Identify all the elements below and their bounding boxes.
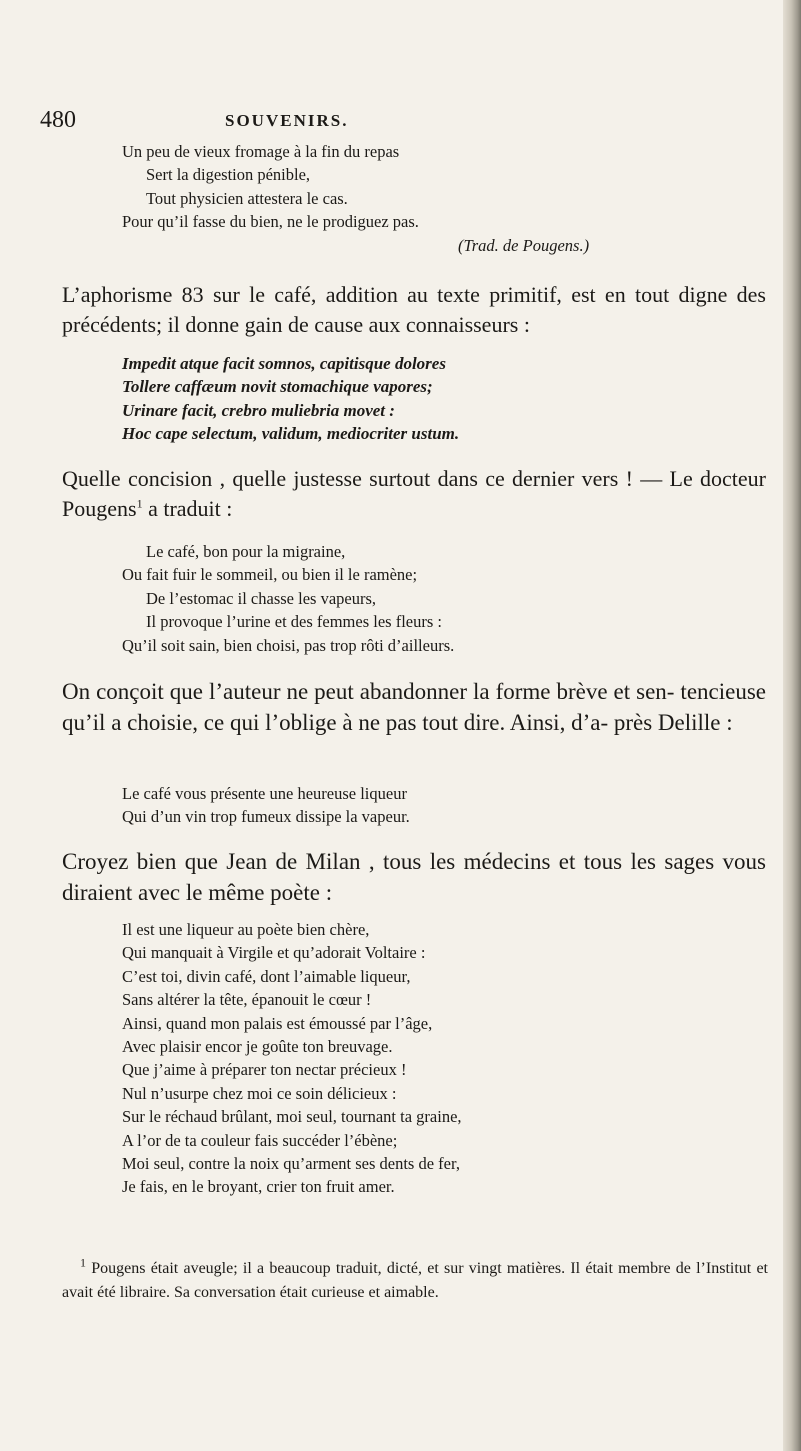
verse-line: Le café vous présente une heureuse liqueur xyxy=(122,784,407,803)
verse-line: Que j’aime à préparer ton nectar précieux ! xyxy=(122,1060,407,1080)
poem-fromage xyxy=(122,140,419,234)
verse-line: Avec plaisir encor je goûte ton breuvage. xyxy=(122,1036,393,1056)
latin-line: Tollere caffæum novit stomachique vapores; xyxy=(122,377,433,397)
page-header xyxy=(40,100,560,140)
footnote-ref: 1 xyxy=(136,496,143,511)
verse-line: Il est une liqueur au poète bien chère, xyxy=(122,920,370,939)
verse-line: Nul n’usurpe chez moi ce soin délicieux : xyxy=(122,1083,397,1103)
poem-pougens xyxy=(122,540,454,657)
verse-line: Pour qu’il fasse du bien, ne le prodiguez pas. xyxy=(122,212,419,232)
verse-line: Qu’il soit sain, bien choisi, pas trop rôti d’ailleurs. xyxy=(122,635,455,655)
paragraph-text: Quelle concision , quelle justesse surtout dans ce dernier vers ! — Le docteur Pougens xyxy=(62,466,766,521)
verse-line: Tout physicien attestera le cas. xyxy=(146,188,348,208)
verse-line: Je fais, en le broyant, crier ton fruit amer. xyxy=(122,1177,395,1197)
paragraph-aphorisme: L’aphorisme 83 sur le café, addition au texte primitif, est en tout digne des précédents; il donne gain de cause aux connaisseurs : xyxy=(62,282,766,337)
poem-cafe xyxy=(122,918,462,1199)
poem-attribution: (Trad. de Pougens.) xyxy=(458,236,590,255)
verse-line: Qui d’un vin trop fumeux dissipe la vapeur. xyxy=(122,807,410,827)
verse-line: Sans altérer la tête, épanouit le cœur ! xyxy=(122,990,372,1010)
poem-delille xyxy=(122,782,410,829)
running-head: SOUVENIRS. xyxy=(225,111,349,130)
verse-line: Il provoque l’urine et des femmes les fleurs : xyxy=(146,612,442,632)
verse-line: Sert la digestion pénible, xyxy=(146,165,311,185)
verse-line: Ou fait fuir le sommeil, ou bien il le ramène; xyxy=(122,565,418,585)
page-spine-shadow xyxy=(783,0,801,1451)
page-number: 480 xyxy=(40,107,76,133)
verse-line: Moi seul, contre la noix qu’arment ses dents de fer, xyxy=(122,1153,460,1173)
footnote-text: Pougens était aveugle; il a beaucoup traduit, dicté, et sur vingt matières. Il était membre de l’Institut et avait été libraire. Sa conversation était curieuse et aimable. xyxy=(62,1260,768,1301)
verse-line: Ainsi, quand mon palais est émoussé par l’âge, xyxy=(122,1013,433,1033)
verse-line: Le café, bon pour la migraine, xyxy=(146,542,346,561)
latin-line: Impedit atque facit somnos, capitisque dolores xyxy=(122,354,446,373)
verse-line: De l’estomac il chasse les vapeurs, xyxy=(146,588,377,608)
paragraph-delille-intro: On conçoit que l’auteur ne peut abandonner la forme brève et sen- tencieuse qu’il a choisie, ce qui l’oblige à ne pas tout dire. Ainsi, d’a- près Delille : xyxy=(62,679,766,735)
paragraph-milan: Croyez bien que Jean de Milan , tous les médecins et tous les sages vous diraient avec le même poète : xyxy=(62,849,766,905)
verse-line: C’est toi, divin café, dont l’aimable liqueur, xyxy=(122,966,411,986)
verse-line: Qui manquait à Virgile et qu’adorait Voltaire : xyxy=(122,943,426,963)
paragraph-concision xyxy=(62,464,766,524)
verse-line: Sur le réchaud brûlant, moi seul, tournant ta graine, xyxy=(122,1107,462,1127)
footnote-number: 1 xyxy=(80,1255,86,1270)
latin-line: Urinare facit, crebro muliebria movet : xyxy=(122,400,395,420)
paragraph-text-end: a traduit : xyxy=(142,496,233,521)
verse-line: Un peu de vieux fromage à la fin du repas xyxy=(122,142,400,161)
verse-line: A l’or de ta couleur fais succéder l’ébène; xyxy=(122,1130,398,1150)
latin-line: Hoc cape selectum, validum, mediocriter ustum. xyxy=(122,424,460,444)
footnote xyxy=(62,1257,768,1305)
latin-verses xyxy=(122,352,459,446)
